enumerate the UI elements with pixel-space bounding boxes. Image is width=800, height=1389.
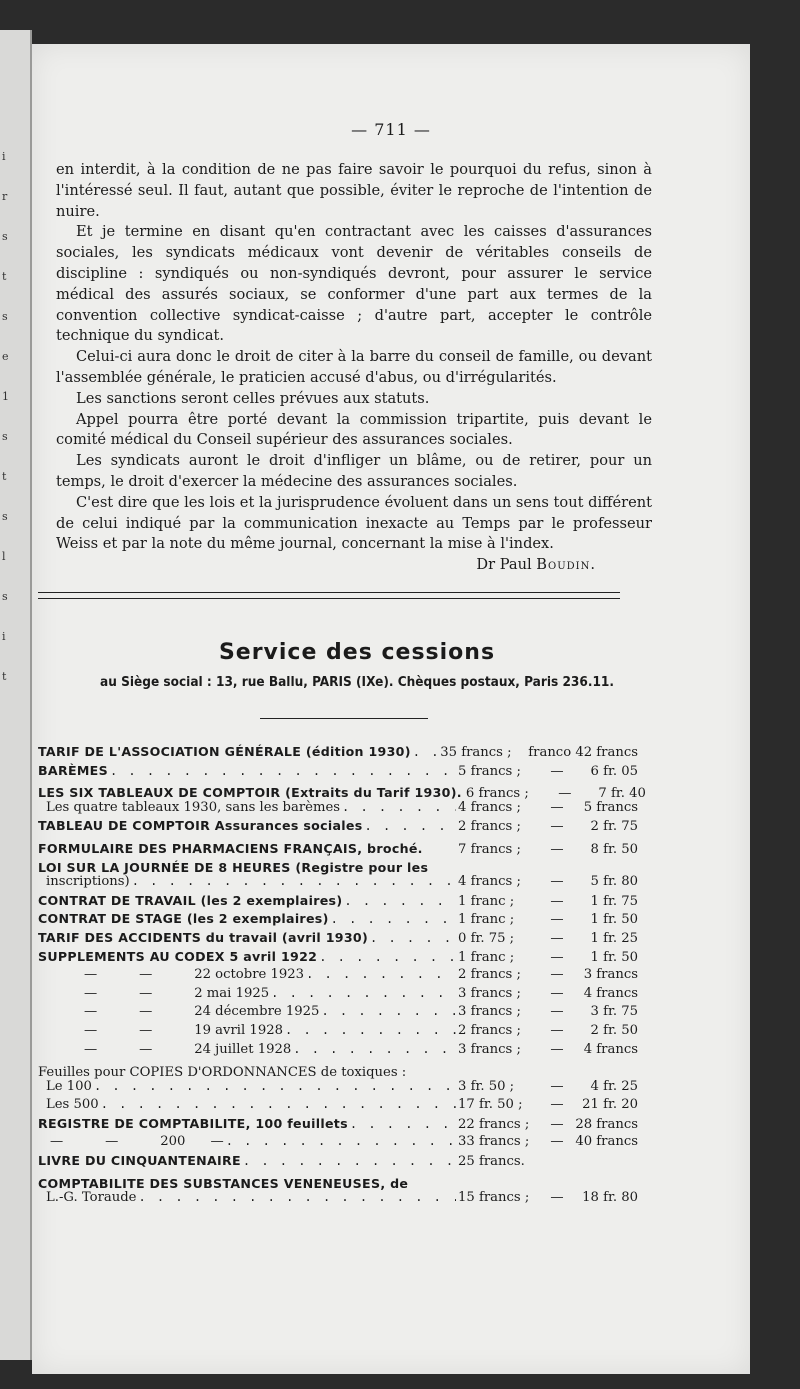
item-price: 4 francs ; bbox=[458, 799, 521, 815]
item-franco-price: 2 fr. 50 bbox=[590, 1022, 638, 1038]
section-short-rule bbox=[260, 718, 428, 719]
price-row bbox=[38, 818, 638, 837]
item-label: REGISTRE DE COMPTABILITE, 100 feuillets bbox=[38, 1115, 348, 1131]
left-facing-page-edge bbox=[0, 30, 32, 1360]
item-price: 33 francs ; bbox=[458, 1134, 530, 1150]
author-signature bbox=[56, 555, 652, 576]
paragraph: Celui-ci aura donc le droit de citer à la barre du conseil de famille, ou devant l'assemblée générale, le praticien accusé d'abus, ou d'irrégularités. bbox=[56, 348, 652, 386]
section-address: au Siège social : 13, rue Ballu, PARIS (IXe). Chèques postaux, Paris 236.11. bbox=[100, 674, 614, 690]
item-price: 17 fr. 50 ; bbox=[458, 1097, 523, 1113]
item-franco-price: 21 fr. 20 bbox=[582, 1097, 638, 1113]
item-label: Les quatre tableaux 1930, sans les barèmes bbox=[46, 799, 341, 815]
item-price: 2 francs ; bbox=[458, 1022, 521, 1038]
item-label: CONTRAT DE TRAVAIL (les 2 exemplaires) bbox=[38, 892, 343, 908]
paragraph: Appel pourra être porté devant la commission tripartite, puis devant le comité médical du Conseil supérieur des assurances sociales. bbox=[56, 410, 652, 449]
dot-leader bbox=[306, 967, 456, 983]
price-row bbox=[38, 967, 638, 986]
dash-separator: — bbox=[550, 985, 564, 1001]
item-price: 1 franc ; bbox=[458, 912, 515, 928]
dot-leader bbox=[101, 1097, 456, 1113]
dash-separator: — bbox=[550, 874, 564, 890]
separator-rule-bottom bbox=[38, 598, 620, 599]
left-page-fragment: s bbox=[2, 230, 8, 243]
left-page-fragment: s bbox=[2, 430, 8, 443]
item-price: 22 francs ; bbox=[458, 1116, 530, 1132]
dash-separator: — bbox=[550, 1097, 564, 1113]
item-franco-price: 2 fr. 75 bbox=[590, 819, 638, 835]
item-price: 25 francs. bbox=[458, 1154, 525, 1170]
dash-separator: — bbox=[550, 912, 564, 928]
item-franco-price: 1 fr. 25 bbox=[590, 930, 638, 946]
price-row bbox=[38, 893, 638, 912]
item-franco-price: 1 fr. 50 bbox=[590, 949, 638, 965]
paragraph: en interdit, à la condition de ne pas faire savoir le pourquoi du refus, sinon à l'intéressé seul. Il faut, autant que possible, éviter le reproche de l'intention de nuire. bbox=[56, 161, 652, 220]
item-franco-price: 4 fr. 25 bbox=[590, 1078, 638, 1094]
price-row bbox=[38, 1004, 638, 1023]
item-franco-price: 28 francs bbox=[575, 1116, 638, 1132]
item-franco-price: 5 fr. 80 bbox=[590, 874, 638, 890]
dash-separator: — bbox=[550, 1134, 564, 1150]
item-price: 3 francs ; bbox=[458, 985, 521, 1001]
item-franco-price: 18 fr. 80 bbox=[582, 1190, 638, 1206]
dot-leader bbox=[226, 1134, 456, 1150]
item-label: BARÈMES bbox=[38, 762, 108, 778]
price-row bbox=[38, 1172, 638, 1191]
price-row bbox=[38, 1116, 638, 1135]
item-label: Feuilles pour COPIES D'ORDONNANCES de toxiques : bbox=[38, 1065, 407, 1081]
item-price: 3 francs ; bbox=[458, 1004, 521, 1020]
item-label: LES SIX TABLEAUX DE COMPTOIR (Extraits du Tarif 1930). bbox=[38, 785, 462, 801]
dot-leader bbox=[293, 1042, 456, 1058]
left-page-fragment: r bbox=[2, 190, 8, 203]
item-label: LIVRE DU CINQUANTENAIRE bbox=[38, 1153, 241, 1169]
left-page-fragment: e bbox=[2, 350, 9, 363]
dot-leader bbox=[413, 745, 438, 761]
item-label: COMPTABILITE DES SUBSTANCES VENENEUSES, de bbox=[38, 1175, 409, 1191]
signature-title: Dr bbox=[476, 556, 496, 574]
item-label: — — 22 octobre 1923 bbox=[84, 967, 305, 983]
item-price: 2 francs ; bbox=[458, 967, 521, 983]
dot-leader bbox=[319, 950, 456, 966]
dash-separator: — bbox=[550, 1190, 564, 1206]
signature-last-name: Boudin. bbox=[536, 556, 596, 574]
price-list bbox=[38, 744, 646, 1209]
item-label: TARIF DES ACCIDENTS du travail (avril 1930) bbox=[38, 929, 369, 945]
left-page-fragment: t bbox=[2, 270, 7, 283]
dash-separator: — bbox=[550, 1022, 564, 1038]
dash-separator: — bbox=[550, 763, 564, 779]
item-franco-price: 1 fr. 50 bbox=[590, 912, 638, 928]
left-page-fragment: i bbox=[2, 630, 6, 643]
left-page-fragment: 1 bbox=[2, 390, 9, 403]
paragraph: Les syndicats auront le droit d'infliger un blâme, ou de retirer, pour un temps, le droit d'exercer la médecine des assurances sociales. bbox=[56, 452, 652, 490]
left-page-fragment: i bbox=[2, 150, 6, 163]
price-row bbox=[38, 1190, 638, 1209]
dot-leader bbox=[344, 894, 456, 910]
item-label: SUPPLEMENTS AU CODEX 5 avril 1922 bbox=[38, 948, 318, 964]
item-price: 1 franc ; bbox=[458, 949, 515, 965]
price-row bbox=[38, 986, 638, 1005]
price-row bbox=[38, 911, 638, 930]
left-page-fragment: s bbox=[2, 310, 8, 323]
price-row bbox=[38, 744, 638, 763]
dot-leader bbox=[271, 986, 456, 1002]
dot-leader bbox=[425, 837, 456, 853]
item-price: 0 fr. 75 ; bbox=[458, 930, 515, 946]
item-label: — — 2 mai 1925 bbox=[84, 985, 270, 1001]
item-label: CONTRAT DE STAGE (les 2 exemplaires) bbox=[38, 911, 329, 927]
dot-leader bbox=[243, 1154, 456, 1170]
dot-leader bbox=[410, 1172, 636, 1188]
dash-separator: — bbox=[550, 1116, 564, 1132]
dash-separator: — bbox=[550, 967, 564, 983]
price-row bbox=[38, 874, 638, 893]
dot-leader bbox=[331, 912, 456, 928]
item-label: — — 24 juillet 1928 bbox=[84, 1041, 292, 1057]
price-row bbox=[38, 1042, 638, 1061]
dot-leader bbox=[365, 819, 456, 835]
item-price: 3 fr. 50 ; bbox=[458, 1078, 515, 1094]
left-page-fragment: l bbox=[2, 550, 6, 563]
dash-separator: — bbox=[550, 1004, 564, 1020]
item-franco-price: 4 francs bbox=[583, 985, 638, 1001]
dash-separator: — bbox=[550, 819, 564, 835]
paragraph: Et je termine en disant qu'en contractant avec les caisses d'assurances sociales, les syndicats médicaux vont devenir de véritables conseils de discipline : syndiqués ou non-syndiqués devront, pour assurer le service médical des assurés sociaux, se conformer d'une part aux termes de la convention collective syndicat-caisse ; d'autre part, accepter le contrôle technique du syndicat. bbox=[56, 223, 652, 345]
item-label: — — 24 décembre 1925 bbox=[84, 1004, 320, 1020]
left-page-fragment: s bbox=[2, 510, 8, 523]
price-row bbox=[38, 949, 638, 968]
dot-leader bbox=[285, 1023, 456, 1039]
item-price: 2 francs ; bbox=[458, 819, 521, 835]
item-franco-price: 3 francs bbox=[583, 967, 638, 983]
item-franco-price: 3 fr. 75 bbox=[590, 1004, 638, 1020]
dot-leader bbox=[408, 1060, 636, 1076]
price-row bbox=[38, 1060, 638, 1079]
dot-leader bbox=[321, 1004, 456, 1020]
dot-leader bbox=[350, 1117, 456, 1133]
price-row bbox=[38, 800, 638, 819]
dash-separator: — bbox=[558, 786, 572, 802]
item-price: 4 francs ; bbox=[458, 874, 521, 890]
dash-separator: — bbox=[550, 1078, 564, 1094]
separator-rule-top bbox=[38, 592, 620, 593]
item-price: 15 francs ; bbox=[458, 1190, 530, 1206]
item-franco-price: 4 francs bbox=[583, 1041, 638, 1057]
price-row bbox=[38, 763, 638, 782]
item-label: TABLEAU DE COMPTOIR Assurances sociales bbox=[38, 818, 363, 834]
price-row bbox=[38, 1079, 638, 1098]
price-row bbox=[38, 781, 646, 802]
paragraph: Les sanctions seront celles prévues aux statuts. bbox=[76, 389, 430, 407]
item-label: inscriptions) bbox=[46, 874, 130, 890]
item-franco-price: 40 francs bbox=[575, 1134, 638, 1150]
dash-separator: — bbox=[550, 1041, 564, 1057]
item-price: 5 francs ; bbox=[458, 763, 521, 779]
item-label: TARIF DE L'ASSOCIATION GÉNÉRALE (édition 1930) bbox=[38, 744, 411, 759]
price-row bbox=[38, 930, 638, 949]
price-row bbox=[38, 1153, 638, 1172]
section-title: Service des cessions bbox=[218, 640, 496, 665]
dot-leader bbox=[94, 1079, 456, 1095]
article-body bbox=[56, 160, 652, 576]
item-price: 3 francs ; bbox=[458, 1041, 521, 1057]
price-row bbox=[38, 1023, 638, 1042]
dot-leader bbox=[132, 874, 456, 890]
price-row bbox=[38, 1097, 638, 1116]
item-franco-price: 7 fr. 40 bbox=[598, 786, 646, 802]
page-number: — 711 — bbox=[351, 120, 431, 139]
item-label: Le 100 bbox=[46, 1078, 92, 1094]
price-row bbox=[38, 1134, 638, 1153]
signature-first-name: Paul bbox=[499, 556, 532, 574]
item-franco-price: 8 fr. 50 bbox=[590, 841, 638, 857]
left-page-fragment: t bbox=[2, 670, 7, 683]
price-row bbox=[38, 856, 638, 875]
dash-separator: — bbox=[550, 841, 564, 857]
dash-separator: — bbox=[550, 893, 564, 909]
item-price: 1 franc ; bbox=[458, 893, 515, 909]
item-price: 6 francs ; bbox=[465, 786, 529, 802]
item-label: — — 200 — bbox=[50, 1134, 224, 1150]
item-label: FORMULAIRE DES PHARMACIENS FRANÇAIS, broché. bbox=[38, 840, 423, 856]
item-franco-price: franco 42 francs bbox=[528, 745, 638, 760]
item-label: — — 19 avril 1928 bbox=[84, 1022, 283, 1038]
price-row bbox=[38, 837, 638, 856]
dot-leader bbox=[342, 800, 456, 816]
left-page-fragment: t bbox=[2, 470, 7, 483]
document-page bbox=[32, 44, 750, 1374]
dot-leader bbox=[430, 856, 636, 872]
dot-leader bbox=[370, 931, 456, 947]
dot-leader bbox=[138, 1190, 456, 1206]
dot-leader bbox=[110, 764, 456, 780]
item-label: LOI SUR LA JOURNÉE DE 8 HEURES (Registre pour les bbox=[38, 859, 429, 875]
item-price: 35 francs ; bbox=[440, 745, 512, 760]
item-label: L.-G. Toraude bbox=[46, 1190, 137, 1206]
item-label: Les 500 bbox=[46, 1097, 99, 1113]
item-franco-price: 6 fr. 05 bbox=[590, 763, 638, 779]
paragraph: C'est dire que les lois et la jurisprudence évoluent dans un sens tout différent de celui indiqué par la communication inexacte au Temps par le professeur Weiss et par la note du même journal, concernant la mise à l'index. bbox=[56, 493, 652, 553]
item-price: 7 francs ; bbox=[458, 841, 521, 857]
dash-separator: — bbox=[550, 949, 564, 965]
item-franco-price: 1 fr. 75 bbox=[590, 893, 638, 909]
dash-separator: — bbox=[550, 799, 564, 815]
left-page-fragment: s bbox=[2, 590, 8, 603]
item-franco-price: 5 francs bbox=[583, 799, 638, 815]
dash-separator: — bbox=[550, 930, 564, 946]
